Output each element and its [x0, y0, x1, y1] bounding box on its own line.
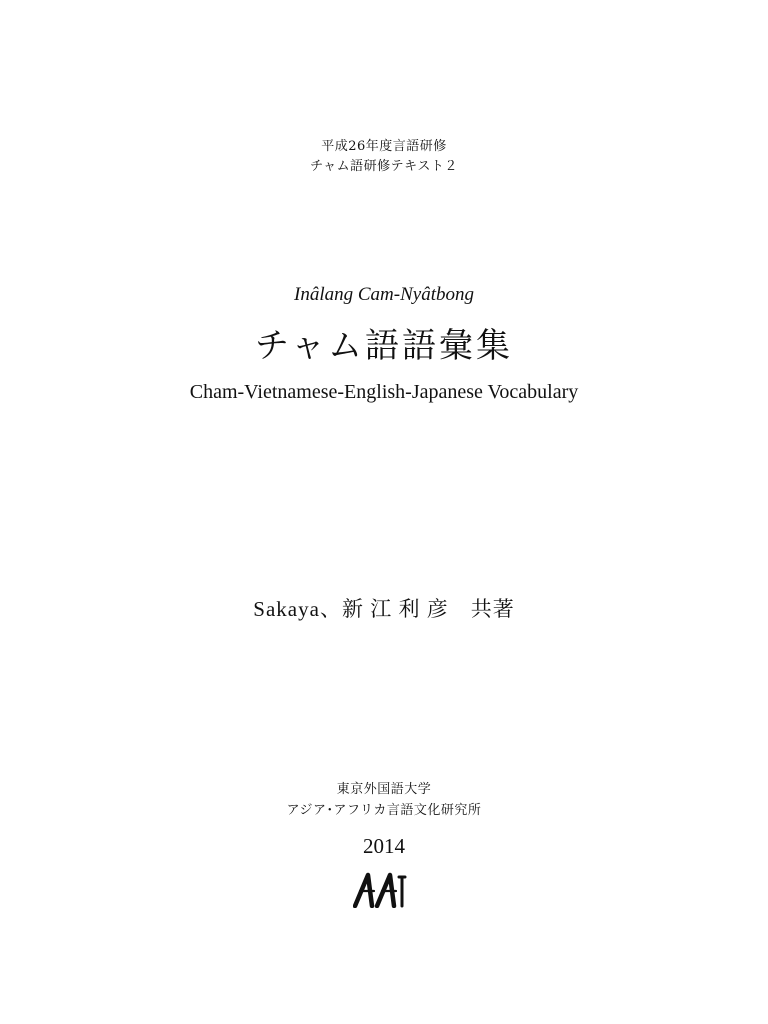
publication-year — [0, 832, 768, 860]
publisher-line-2: アジア･アフリカ言語文化研究所 — [286, 803, 482, 818]
japanese-title — [0, 324, 768, 368]
series-info — [0, 137, 768, 177]
authors-text: Sakaya、新 江 利 彦 共著 — [253, 597, 515, 621]
cham-title — [0, 283, 768, 307]
aa-institute-logo-icon — [353, 872, 407, 908]
cham-title-text: Inâlang Cam-Nyâtbong — [294, 284, 474, 305]
authors — [0, 595, 768, 623]
series-line-1: 平成26年度言語研修 — [321, 139, 447, 154]
english-subtitle — [0, 379, 768, 405]
publisher-line-1: 東京外国語大学 — [336, 782, 432, 797]
series-line-2: チャム語研修テキスト２ — [310, 159, 458, 174]
english-subtitle-text: Cham-Vietnamese-English-Japanese Vocabulary — [189, 381, 579, 403]
year-text: 2014 — [363, 834, 405, 858]
japanese-title-text: チャム語語彙集 — [255, 326, 513, 366]
publisher — [0, 779, 768, 821]
